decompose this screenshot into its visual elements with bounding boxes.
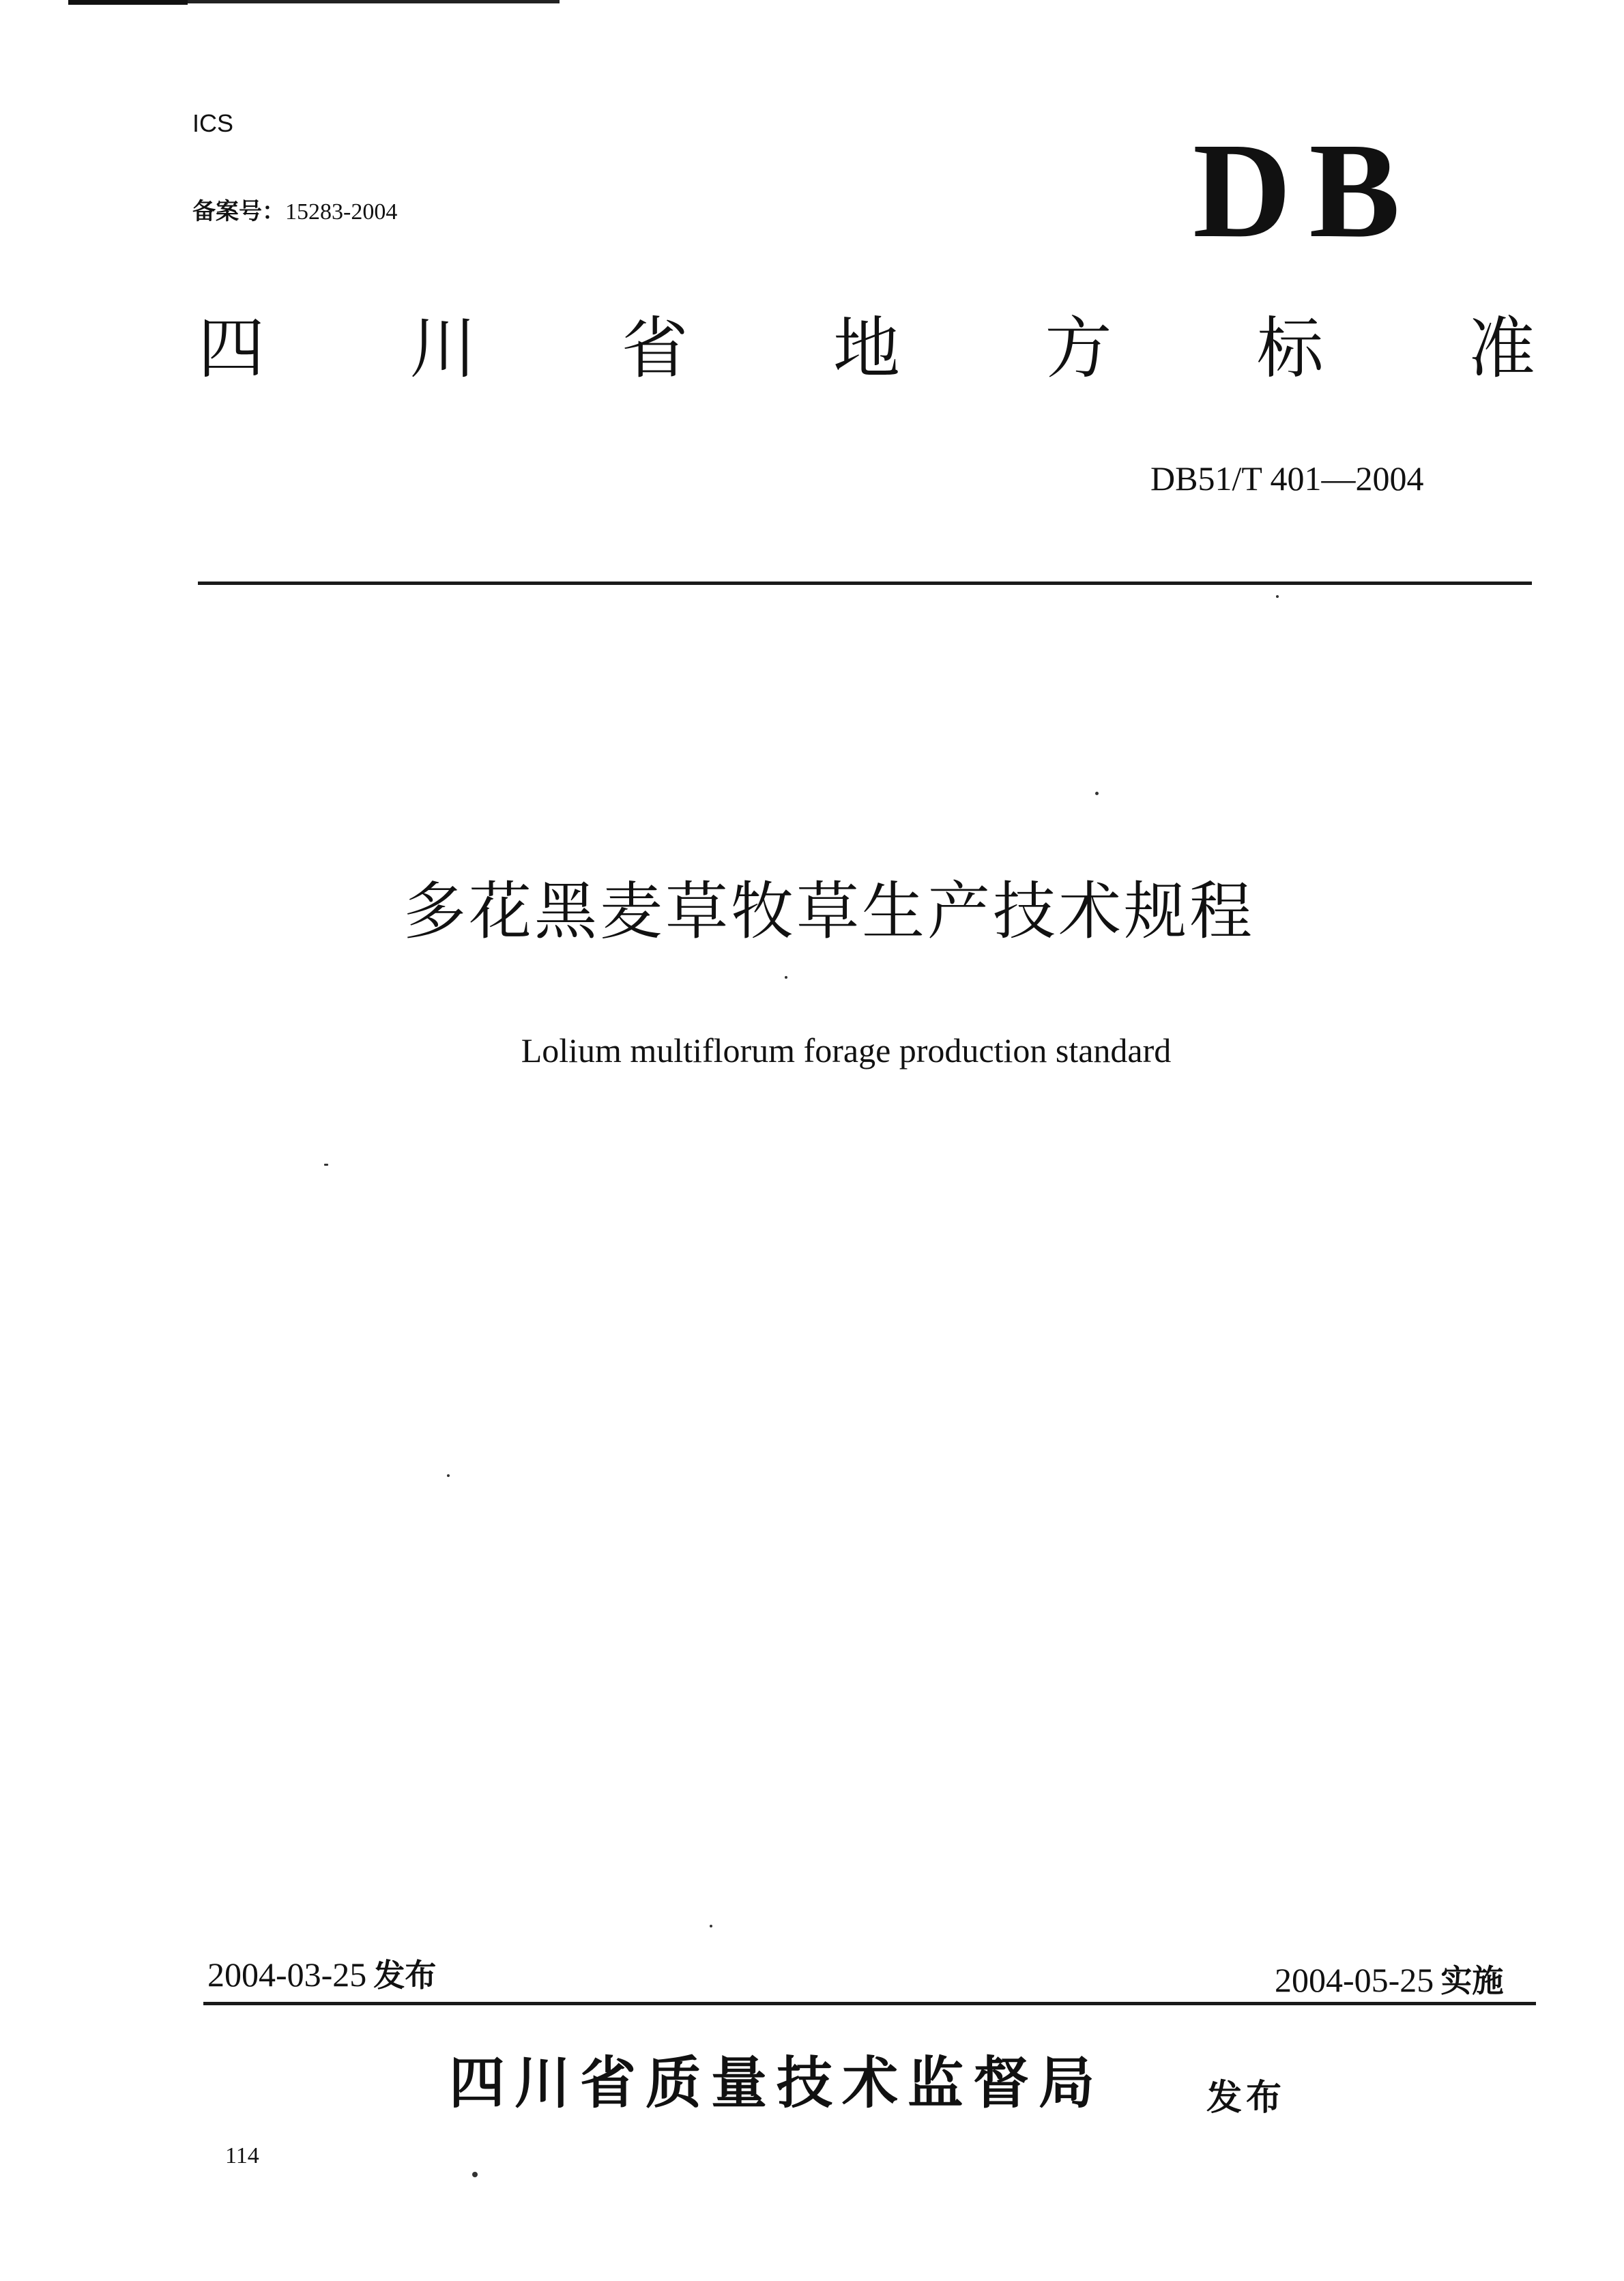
standard-type-char: 省 bbox=[621, 310, 688, 388]
record-number-line bbox=[192, 192, 397, 226]
publish-date: 2004-03-25 bbox=[207, 1955, 367, 1994]
standard-type-char: 准 bbox=[1468, 310, 1535, 388]
scan-speck bbox=[1276, 595, 1279, 598]
ics-label: ICS bbox=[192, 109, 234, 137]
scan-speck bbox=[785, 976, 787, 979]
standard-type-char: 标 bbox=[1256, 310, 1324, 388]
header-divider bbox=[198, 582, 1532, 585]
scan-speck bbox=[324, 1164, 328, 1166]
issuer-action: 发布 bbox=[1206, 2078, 1286, 2119]
scan-speck bbox=[710, 1925, 712, 1927]
standard-type-char: 地 bbox=[832, 310, 900, 388]
publish-date-line bbox=[207, 1951, 436, 1996]
publish-label: 发布 bbox=[373, 1957, 437, 1994]
standard-number: DB51/T 401—2004 bbox=[1150, 459, 1424, 498]
standard-type-char: 方 bbox=[1045, 310, 1112, 388]
title-chinese: 多花黑麦草牧草生产技术规程 bbox=[403, 875, 1255, 948]
effective-date: 2004-05-25 bbox=[1275, 1961, 1434, 1999]
db-logo: DB bbox=[1193, 115, 1418, 266]
page-number: 114 bbox=[225, 2143, 259, 2168]
record-number: 15283-2004 bbox=[285, 199, 398, 225]
scan-speck bbox=[472, 2172, 478, 2177]
issuer-name: 四川省质量技术监督局 bbox=[449, 2051, 1105, 2116]
standard-type-heading bbox=[198, 310, 1535, 388]
title-english: Lolium multiflorum forage production standard bbox=[521, 1031, 1172, 1070]
standard-type-char: 四 bbox=[198, 310, 265, 388]
scan-speck bbox=[1095, 792, 1099, 795]
footer-divider bbox=[203, 2002, 1536, 2005]
standard-type-char: 川 bbox=[409, 310, 477, 388]
top-edge-mark bbox=[68, 0, 188, 5]
record-label: 备案号： bbox=[192, 198, 285, 225]
effective-date-line bbox=[1275, 1956, 1503, 2001]
scan-speck bbox=[447, 1474, 450, 1477]
effective-label: 实施 bbox=[1440, 1962, 1504, 1999]
